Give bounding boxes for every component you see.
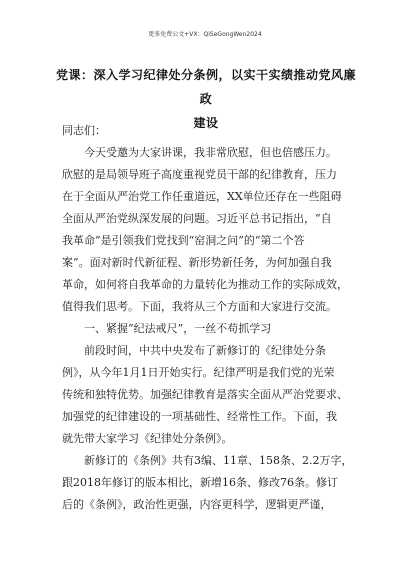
paragraph-line: 案”。面对新时代新征程、新形势新任务，为何加强自我 <box>62 256 332 269</box>
paragraph-line: 全面从严治党纵深发展的问题。习近平总书记指出，“自 <box>62 212 332 225</box>
body-text <box>62 120 352 516</box>
paragraph-line: 今天受邀为大家讲课，我非常欣慰，但也倍感压力。 <box>84 146 337 159</box>
paragraph-line: 传统和独特优势。加强纪律教育是落实全面从严治党要求、 <box>62 388 348 401</box>
paragraph-line: 革命，如何将自我革命的力量转化为推动工作的实际成效， <box>62 278 348 291</box>
paragraph-line: 值得我们思考。下面，我将从三个方面和大家进行交流。 <box>62 300 337 313</box>
paragraph-line: 就先带大家学习《纪律处分条例》。 <box>62 432 233 445</box>
salutation: 同志们： <box>62 124 106 137</box>
header-note: 更多免费公文+VX：QiSeGongWen2024 <box>148 31 262 38</box>
title-line-1: 党课：深入学习纪律处分条例，以实干实绩推动党风廉政 <box>56 68 357 106</box>
paragraph-line: 新修订的《条例》共有3编、11章、158条、2.2万字， <box>84 454 352 467</box>
paragraph-line: 在于全面从严治党工作任重道远，XX单位还存在一些阻碍 <box>62 190 342 203</box>
paragraph-line: 跟2018年修订的版本相比，新增16条、修改76条。修订 <box>62 476 338 489</box>
paragraph-line: 前段时间，中共中央发布了新修订的《纪律处分条 <box>84 344 326 357</box>
paragraph-line: 加强党的纪律建设的一项基础性、经常性工作。下面，我 <box>62 410 337 423</box>
paragraph-line: 后的《条例》，政治性更强，内容更科学，逻辑更严谨， <box>62 498 332 511</box>
section-heading: 一、紧握“纪法戒尺”，一丝不苟抓学习 <box>84 322 272 335</box>
paragraph-line: 例》，从今年1月1日开始实行。纪律严明是我们党的光荣 <box>62 366 335 379</box>
paragraph-line: 我革命”是引领我们党找到“窑洞之问”的“第二个答 <box>62 234 305 247</box>
paragraph-line: 欣慰的是局领导班子高度重视党员干部的纪律教育，压力 <box>62 168 337 181</box>
title-line-2: 建设 <box>193 116 219 130</box>
